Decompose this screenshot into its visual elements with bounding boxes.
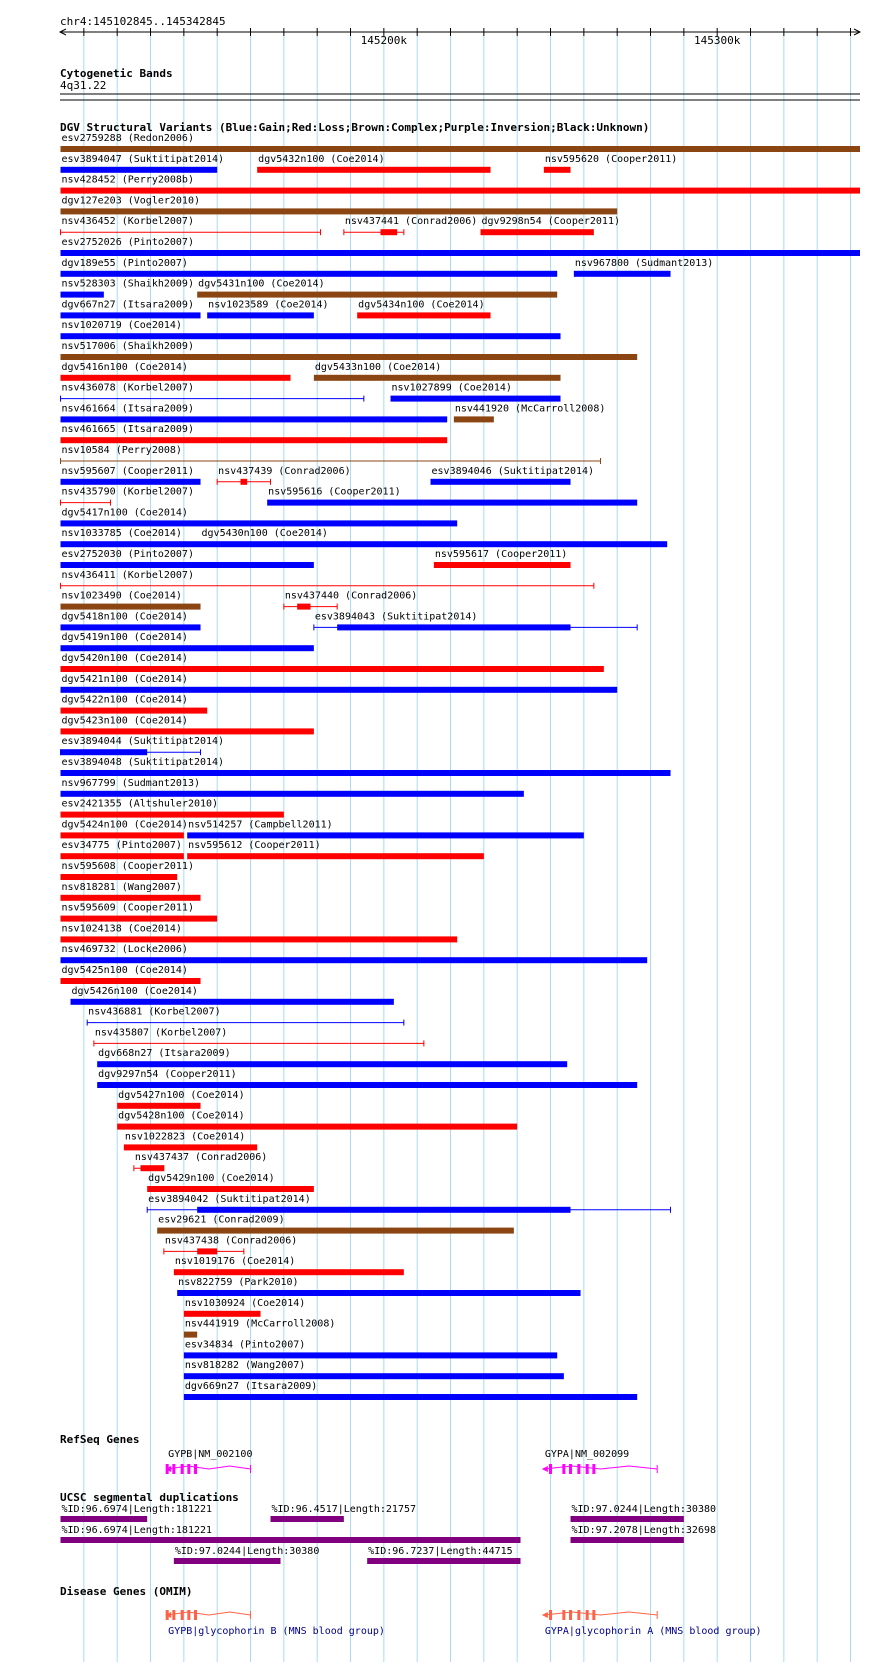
variant-label: dgv5417n100 (Coe2014)	[61, 507, 188, 519]
variant-bar	[61, 188, 860, 194]
omim-track	[165, 1610, 761, 1637]
gene	[542, 1610, 762, 1637]
variant-bar	[61, 978, 201, 984]
variant-bar	[61, 292, 104, 298]
structural-variant	[184, 1339, 557, 1358]
structural-variant	[61, 237, 860, 256]
variant-label: dgv5432n100 (Coe2014)	[258, 153, 385, 165]
structural-variant	[61, 923, 458, 942]
variant-label: dgv5434n100 (Coe2014)	[358, 299, 485, 311]
variant-label: nsv436411 (Korbel2007)	[61, 569, 194, 581]
variant-bar	[434, 562, 571, 568]
variant-bar	[184, 1352, 557, 1358]
gene-exon	[562, 1610, 565, 1620]
variant-label: dgv5430n100 (Coe2014)	[201, 528, 328, 540]
variant-bar	[177, 1290, 580, 1296]
variant-bar	[574, 271, 671, 277]
variant-bar	[297, 604, 310, 610]
structural-variant	[97, 1048, 567, 1067]
gene-exon	[172, 1464, 175, 1474]
structural-variant	[61, 757, 671, 776]
segdup-bar	[61, 1537, 521, 1543]
structural-variant	[61, 383, 364, 402]
segmental-duplication	[571, 1504, 717, 1522]
variant-bar	[61, 333, 561, 339]
structural-variant	[344, 216, 477, 235]
variant-label: dgv5425n100 (Coe2014)	[61, 965, 188, 976]
structural-variant	[61, 487, 194, 506]
structural-variant	[61, 133, 860, 152]
gene-label: GYPA|glycophorin A (MNS blood group)	[544, 1626, 762, 1637]
variant-bar	[187, 832, 584, 838]
variant-label: nsv818282 (Wang2007)	[184, 1360, 306, 1372]
variant-bar	[267, 500, 637, 506]
variant-bar	[184, 1373, 564, 1379]
variant-bar	[61, 146, 860, 152]
variant-bar	[157, 1228, 514, 1234]
variant-bar	[61, 604, 201, 610]
gene-exon	[586, 1464, 589, 1474]
variant-label: nsv436078 (Korbel2007)	[61, 382, 194, 394]
gene-exon	[577, 1464, 580, 1474]
variant-bar	[337, 624, 570, 630]
gene-exon	[194, 1610, 197, 1620]
structural-variant	[61, 175, 860, 194]
variant-label: dgv5424n100 (Coe2014)	[61, 819, 188, 831]
variant-label: esv3894044 (Suktitipat2014)	[61, 736, 225, 748]
variant-bar	[61, 749, 148, 755]
gene-intron	[544, 1612, 657, 1615]
variant-bar	[61, 437, 448, 443]
variant-label: nsv436452 (Korbel2007)	[61, 216, 194, 228]
structural-variant	[94, 1027, 424, 1046]
variant-bar	[61, 645, 314, 651]
segmental-duplication	[174, 1546, 320, 1564]
structural-variant	[164, 1235, 297, 1254]
structural-variant	[61, 549, 314, 568]
structural-variant	[357, 299, 490, 318]
variant-label: nsv967799 (Sudmant2013)	[61, 777, 201, 789]
structural-variant	[184, 1360, 564, 1379]
variant-bar	[61, 375, 291, 381]
variant-bar	[61, 853, 184, 859]
variant-bar	[241, 479, 248, 485]
gene	[165, 1610, 385, 1637]
variant-label: nsv435790 (Korbel2007)	[61, 486, 194, 498]
structural-variant	[157, 1215, 514, 1234]
gene-exon	[172, 1610, 175, 1620]
structural-variant	[187, 819, 584, 838]
variant-label: dgv668n27 (Itsara2009)	[98, 1048, 231, 1060]
gene	[542, 1449, 657, 1474]
structural-variant	[147, 1194, 670, 1213]
variant-bar	[61, 562, 314, 568]
variant-bar	[141, 1165, 164, 1171]
variant-bar	[431, 479, 571, 485]
variant-bar	[257, 167, 490, 173]
gene-exon	[194, 1464, 197, 1474]
structural-variant	[61, 632, 314, 651]
variant-label: dgv127e203 (Vogler2010)	[61, 195, 201, 207]
gene-exon	[569, 1610, 572, 1620]
variant-bar	[124, 1144, 257, 1150]
variant-label: nsv595616 (Cooper2011)	[268, 486, 401, 498]
structural-variant	[61, 611, 201, 630]
structural-variant	[61, 840, 184, 859]
segdup-track	[61, 1504, 717, 1564]
variant-bar	[61, 916, 218, 922]
variant-bar	[454, 416, 494, 422]
structural-variant	[117, 1090, 244, 1109]
variant-bar	[97, 1061, 567, 1067]
structural-variant	[184, 1298, 305, 1317]
structural-variant	[61, 778, 524, 797]
structural-variant	[61, 674, 618, 693]
variant-bar	[61, 167, 218, 173]
variant-label: nsv436881 (Korbel2007)	[88, 1006, 221, 1018]
variant-label: dgv5423n100 (Coe2014)	[61, 715, 188, 727]
variant-bar	[197, 1207, 570, 1213]
variant-label: nsv595607 (Cooper2011)	[61, 465, 194, 477]
gene-exon	[569, 1464, 572, 1474]
variant-bar	[61, 624, 201, 630]
structural-variant	[61, 466, 201, 485]
variant-bar	[61, 957, 648, 963]
structural-variant	[61, 591, 201, 610]
structural-variant	[61, 154, 225, 173]
segdup-label: %ID:96.7237|Length:44715	[368, 1546, 513, 1557]
structural-variant	[574, 258, 713, 277]
variant-bar	[117, 1124, 517, 1130]
gene	[165, 1449, 252, 1474]
variant-bar	[187, 853, 484, 859]
variant-bar	[117, 1103, 200, 1109]
variant-label: esv29621 (Conrad2009)	[158, 1214, 285, 1226]
segdup-bar	[367, 1558, 520, 1564]
structural-variant	[391, 383, 561, 402]
segmental-duplication	[61, 1504, 213, 1522]
variant-label: nsv1020719 (Coe2014)	[61, 320, 182, 332]
variant-label: nsv461664 (Itsara2009)	[61, 403, 194, 415]
variant-label: nsv441920 (McCarroll2008)	[454, 403, 606, 415]
structural-variant	[61, 944, 648, 963]
variant-bar	[391, 396, 561, 402]
dgv-track-title: DGV Structural Variants (Blue:Gain;Red:Loss;Brown:Complex;Purple:Inversion;Black:Unknown)	[60, 121, 650, 134]
variant-label: nsv469732 (Locke2006)	[61, 944, 188, 956]
structural-variant	[71, 986, 394, 1005]
gene-label: GYPB|NM_002100	[168, 1449, 253, 1460]
segdup-label: %ID:97.0244|Length:30380	[571, 1504, 717, 1515]
structural-variant	[97, 1069, 637, 1088]
variant-label: dgv5422n100 (Coe2014)	[61, 694, 188, 706]
variant-label: nsv967800 (Sudmant2013)	[574, 257, 714, 269]
structural-variant	[61, 736, 225, 755]
gene-exon	[577, 1610, 580, 1620]
variant-bar	[61, 728, 314, 734]
structural-variant	[257, 154, 490, 173]
variant-label: dgv5418n100 (Coe2014)	[61, 611, 188, 623]
variant-label: nsv595612 (Cooper2011)	[188, 840, 321, 852]
variant-bar	[61, 312, 201, 318]
structural-variant	[61, 279, 194, 298]
segdup-label: %ID:96.4517|Length:21757	[271, 1504, 417, 1515]
structural-variant	[134, 1152, 267, 1171]
variant-bar	[61, 208, 618, 214]
gene-exon	[549, 1610, 552, 1620]
variant-bar	[61, 770, 671, 776]
variant-bar	[61, 666, 604, 672]
cyto-track-title: Cytogenetic Bands	[60, 67, 173, 80]
variant-bar	[61, 874, 178, 880]
structural-variant	[434, 549, 571, 568]
structural-variant	[184, 1381, 637, 1400]
structural-variant	[61, 299, 201, 318]
structural-variant	[197, 279, 557, 298]
variant-bar	[61, 936, 458, 942]
ruler-label: 145300k	[694, 34, 741, 47]
variant-label: nsv1024138 (Coe2014)	[61, 923, 182, 935]
variant-label: dgv5419n100 (Coe2014)	[61, 632, 188, 644]
variant-bar	[61, 250, 860, 256]
variant-label: esv3894046 (Suktitipat2014)	[431, 465, 595, 477]
variant-bar	[61, 354, 638, 360]
variant-label: dgv9298n54 (Cooper2011)	[481, 216, 621, 228]
structural-variant	[61, 195, 618, 214]
variant-label: dgv9297n54 (Cooper2011)	[98, 1069, 237, 1080]
variant-label: nsv441919 (McCarroll2008)	[184, 1318, 336, 1330]
structural-variant	[544, 154, 677, 173]
segdup-bar	[271, 1516, 344, 1522]
variant-bar	[61, 541, 668, 547]
variant-bar	[207, 312, 314, 318]
structural-variant	[61, 715, 314, 734]
variant-bar	[357, 312, 490, 318]
variant-label: esv2759288 (Redon2006)	[61, 133, 194, 144]
structural-variant	[61, 424, 448, 443]
strand-arrow-icon	[542, 1612, 548, 1618]
structural-variant	[61, 403, 448, 422]
variant-label: nsv461665 (Itsara2009)	[61, 424, 194, 436]
variant-bar	[544, 167, 571, 173]
variant-bar	[61, 895, 201, 901]
dgv-track	[61, 133, 860, 1400]
structural-variant	[61, 445, 601, 464]
gene-intron	[167, 1466, 250, 1469]
variant-label: nsv818281 (Wang2007)	[61, 881, 182, 893]
variant-label: nsv1033785 (Coe2014)	[61, 528, 182, 540]
structural-variant	[61, 362, 291, 381]
variant-bar	[61, 687, 618, 693]
refseq-track-title: RefSeq Genes	[60, 1433, 140, 1446]
variant-bar	[61, 791, 524, 797]
variant-label: esv34834 (Pinto2007)	[184, 1339, 306, 1351]
variant-label: nsv595620 (Cooper2011)	[544, 153, 678, 165]
segdup-track-title: UCSC segmental duplications	[60, 1491, 239, 1504]
segmental-duplication	[271, 1504, 417, 1522]
variant-label: nsv595617 (Cooper2011)	[434, 549, 568, 560]
structural-variant	[61, 653, 604, 672]
variant-bar	[184, 1332, 197, 1338]
variant-bar	[147, 1186, 314, 1192]
variant-bar	[174, 1269, 404, 1275]
gene-exon	[187, 1464, 190, 1474]
segdup-label: %ID:96.6974|Length:181221	[61, 1525, 213, 1536]
gene-exon	[549, 1464, 552, 1474]
structural-variant	[61, 965, 201, 984]
variant-bar	[61, 812, 284, 818]
variant-label: esv3894048 (Suktitipat2014)	[61, 757, 225, 768]
structural-variant	[314, 611, 637, 630]
variant-label: esv2752030 (Pinto2007)	[61, 549, 194, 560]
gene-intron	[544, 1466, 657, 1469]
variant-bar	[61, 416, 448, 422]
variant-bar	[61, 708, 208, 714]
segmental-duplication	[367, 1546, 520, 1564]
variant-label: nsv437441 (Conrad2006)	[344, 216, 478, 228]
structural-variant	[61, 320, 561, 339]
variant-bar	[97, 1082, 637, 1088]
variant-label: dgv5416n100 (Coe2014)	[61, 361, 188, 373]
gene-exon	[562, 1464, 565, 1474]
structural-variant	[61, 570, 594, 589]
gene-exon	[592, 1464, 595, 1474]
variant-label: nsv822759 (Park2010)	[178, 1277, 299, 1288]
structural-variant	[61, 819, 188, 838]
variant-label: dgv5420n100 (Coe2014)	[61, 653, 188, 664]
variant-bar	[197, 292, 557, 298]
structural-variant	[61, 695, 208, 714]
gene-exon	[181, 1610, 184, 1620]
segdup-bar	[571, 1516, 684, 1522]
strand-arrow-icon	[542, 1466, 548, 1472]
variant-label: nsv437439 (Conrad2006)	[218, 465, 351, 477]
structural-variant	[61, 258, 558, 277]
variant-bar	[61, 271, 558, 277]
gene-label: GYPA|NM_002099	[544, 1449, 630, 1460]
segdup-label: %ID:96.6974|Length:181221	[61, 1504, 213, 1515]
structural-variant	[61, 528, 668, 547]
gene-exon	[592, 1610, 595, 1620]
variant-label: dgv669n27 (Itsara2009)	[184, 1381, 318, 1392]
variant-bar	[481, 229, 594, 235]
variant-label: dgv5428n100 (Coe2014)	[118, 1110, 245, 1122]
variant-label: nsv528303 (Shaikh2009)	[61, 278, 194, 290]
variant-label: nsv595609 (Cooper2011)	[61, 902, 194, 914]
variant-label: dgv189e55 (Pinto2007)	[61, 257, 188, 269]
variant-label: dgv5427n100 (Coe2014)	[118, 1089, 245, 1101]
variant-label: nsv437437 (Conrad2006)	[134, 1152, 268, 1164]
variant-label: nsv10584 (Perry2008)	[61, 445, 182, 456]
variant-label: nsv437438 (Conrad2006)	[164, 1235, 298, 1247]
variant-bar	[197, 1248, 217, 1254]
variant-bar	[61, 520, 458, 526]
structural-variant	[202, 528, 328, 539]
structural-variant	[87, 1007, 404, 1026]
structural-variant	[187, 840, 484, 859]
variant-label: dgv5429n100 (Coe2014)	[148, 1173, 275, 1184]
variant-label: nsv595608 (Cooper2011)	[61, 861, 194, 872]
variant-label: nsv1023589 (Coe2014)	[208, 299, 329, 311]
variant-label: dgv667n27 (Itsara2009)	[61, 299, 194, 311]
variant-label: esv2752026 (Pinto2007)	[61, 237, 194, 248]
gene-exon	[181, 1464, 184, 1474]
variant-bar	[61, 832, 184, 838]
cyto-band-label: 4q31.22	[60, 79, 107, 92]
omim-track-title: Disease Genes (OMIM)	[60, 1585, 193, 1598]
variant-label: nsv517006 (Shaikh2009)	[61, 341, 194, 352]
structural-variant	[61, 507, 458, 526]
structural-variant	[207, 299, 328, 318]
variant-label: nsv435807 (Korbel2007)	[94, 1027, 228, 1039]
ruler-label: 145200k	[360, 34, 408, 47]
gene-exon	[586, 1610, 589, 1620]
structural-variant	[184, 1319, 336, 1338]
gene-label: GYPB|glycophorin B (MNS blood group)	[168, 1626, 385, 1637]
segmental-duplication	[571, 1525, 717, 1543]
variant-label: esv3894047 (Suktitipat2014)	[61, 153, 225, 165]
structural-variant	[61, 903, 218, 922]
variant-label: dgv5421n100 (Coe2014)	[61, 673, 188, 685]
variant-label: dgv5431n100 (Coe2014)	[198, 278, 325, 290]
variant-label: dgv5433n100 (Coe2014)	[314, 361, 442, 373]
variant-bar	[184, 1394, 637, 1400]
variant-label: nsv428452 (Perry2008b)	[61, 174, 194, 186]
segdup-label: %ID:97.0244|Length:30380	[174, 1546, 320, 1557]
variant-label: nsv1022823 (Coe2014)	[124, 1131, 246, 1143]
gene-intron	[167, 1612, 250, 1615]
structural-variant	[61, 861, 194, 880]
variant-label: dgv5426n100 (Coe2014)	[71, 985, 198, 997]
variant-label: esv2421355 (Altshuler2010)	[61, 798, 219, 810]
ruler	[60, 28, 860, 47]
structural-variant	[61, 216, 321, 235]
variant-label: nsv514257 (Campbell2011)	[188, 819, 333, 831]
structural-variant	[61, 882, 201, 901]
gene-exon	[187, 1610, 190, 1620]
variant-label: nsv1023490 (Coe2014)	[61, 590, 182, 602]
variant-bar	[61, 479, 201, 485]
region-label: chr4:145102845..145342845	[60, 15, 226, 28]
segdup-bar	[571, 1537, 684, 1543]
structural-variant	[314, 362, 561, 381]
segdup-bar	[61, 1516, 148, 1522]
segmental-duplication	[61, 1525, 521, 1543]
structural-variant	[481, 216, 620, 235]
structural-variant	[174, 1256, 404, 1275]
structural-variant	[177, 1277, 580, 1296]
variant-label: nsv1019176 (Coe2014)	[174, 1256, 296, 1268]
variant-label: nsv437440 (Conrad2006)	[284, 590, 418, 602]
structural-variant	[267, 487, 637, 506]
variant-bar	[381, 229, 398, 235]
variant-label: nsv1027899 (Coe2014)	[391, 382, 512, 394]
segdup-label: %ID:97.2078|Length:32698	[571, 1525, 717, 1536]
variant-bar	[184, 1311, 261, 1317]
variant-bar	[314, 375, 561, 381]
structural-variant	[431, 466, 595, 485]
variant-label: esv3894043 (Suktitipat2014)	[314, 611, 478, 623]
variant-bar	[71, 999, 394, 1005]
variant-label: nsv1030924 (Coe2014)	[184, 1297, 306, 1309]
segdup-bar	[174, 1558, 281, 1564]
variant-label: esv34775 (Pinto2007)	[61, 840, 182, 852]
variant-label: esv3894042 (Suktitipat2014)	[148, 1193, 311, 1205]
structural-variant	[147, 1173, 314, 1192]
structural-variant	[124, 1131, 257, 1150]
structural-variant	[454, 403, 606, 422]
